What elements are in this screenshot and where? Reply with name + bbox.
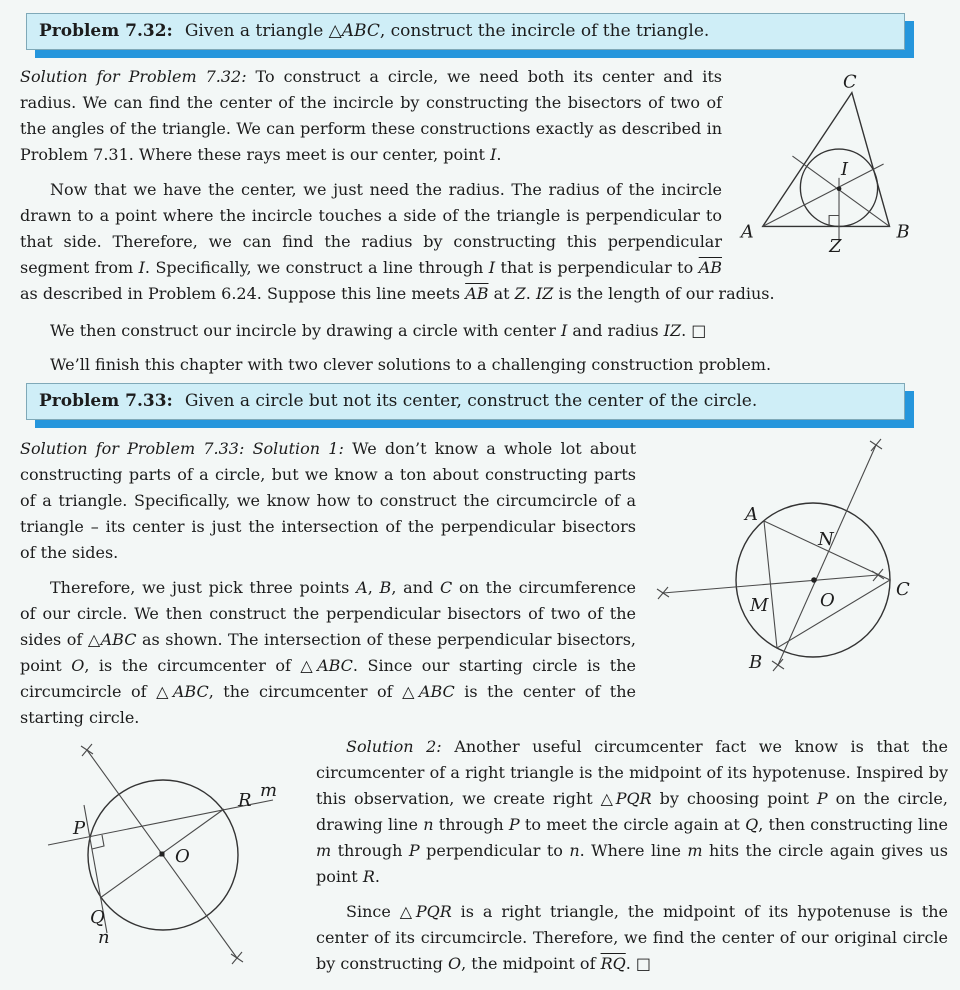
circumcenter-diagram (648, 425, 948, 705)
problem-number: Problem 7.33: (39, 391, 173, 411)
right-angle-mark (92, 835, 104, 849)
label-o: O (820, 590, 835, 611)
solution-2-paragraph-1: Solution 2: Another useful circumcenter fact we know is that the circumcenter of a right triangle is the midpoint of its hypotenuse. Inspired by this observation, we create right △PQR by choosing point P on the circle, drawing line n through P to meet the circle again at Q, then constructing line m through P perpendicular to n. Where line m hits the circle again gives us point R. (316, 737, 949, 886)
label-n: N (818, 529, 834, 550)
label-q: Q (90, 907, 105, 928)
incircle-diagram (732, 55, 948, 267)
label-b: B (749, 652, 763, 673)
label-a: A (745, 504, 758, 525)
label-a: A (740, 221, 754, 243)
construction-x-marks (657, 439, 884, 671)
label-z: Z (829, 236, 842, 258)
center-dot (160, 852, 165, 857)
triangle-abc-outline (763, 93, 890, 227)
label-c: C (842, 71, 857, 93)
problem-box-7-33 (26, 383, 905, 420)
solution-2-section (20, 718, 948, 990)
incenter-dot (837, 186, 842, 191)
solution-7-32-section (20, 64, 948, 316)
solution-7-33-section (20, 436, 948, 740)
label-i: I (840, 158, 849, 180)
label-m: M (750, 595, 769, 616)
perpendicular-bisectors (663, 445, 878, 665)
solution-2-paragraph-2: Since △PQR is a right triangle, the midpoint of its hypotenuse is the center of its circumcircle. Therefore, we find the center of our original circle by constructing O, the midpoint of $\overline{RQ}$. □ (316, 902, 949, 973)
label-p: P (73, 818, 86, 839)
problem-number: Problem 7.32: (39, 21, 173, 41)
label-r: R (238, 790, 252, 811)
problem-statement: Given a circle but not its center, construct the center of the circle. (184, 391, 758, 411)
solution-1-paragraph-1: Solution for Problem 7.33: Solution 1: We don’t know a whole lot about constructing parts of a circle, but we know a ton about constructing parts of a triangle. Specifically, we know how to construct the circumcircle of a triangle – its center is just the intersection of the perpendicular bisectors of the sides. (20, 439, 636, 562)
solution-7-32-paragraph-2: Now that we have the center, we just need the radius. The radius of the incircle drawn to a point where the incircle touches a side of the triangle is perpendicular to that side. Therefore, we can find the radius by constructing this perpendicular segment from I. Specifically, we construct a line through I that is perpendicular to $\overline{AB}$ as described in Problem 6.24. Suppose this line meets $\overline{AB}$ at Z. IZ is the length of our radius. (20, 180, 775, 303)
label-m: m (260, 780, 278, 801)
right-triangle-figure (20, 720, 302, 986)
chapter-transition: We’ll finish this chapter with two clever solutions to a challenging construction problem. (50, 355, 772, 374)
incircle-conclusion: We then construct our incircle by drawing a circle with center I and radius IZ. □ (50, 321, 707, 340)
solution-1-paragraph-2: Therefore, we just pick three points A, B, and C on the circumference of our circle. We then construct the perpendicular bisectors of two of the sides of △ABC as shown. The intersection of these perpendicular bisectors, point O, is the circumcenter of △ABC. Since our starting circle is the circumcircle of △ABC, the circumcenter of △ABC is the center of the starting circle. (20, 578, 637, 727)
label-n: n (98, 927, 110, 948)
right-triangle-diagram (20, 720, 302, 986)
circumcenter-figure (648, 425, 948, 705)
label-o: O (175, 846, 190, 867)
label-b: B (896, 221, 910, 243)
label-c: C (896, 579, 910, 600)
center-dot (811, 577, 817, 583)
problem-box-7-32 (26, 13, 905, 50)
incircle-figure (732, 55, 948, 267)
solution-7-32-paragraph-1: Solution for Problem 7.32: To construct a circle, we need both its center and its radius. We can find the center of the incircle by constructing the bisectors of two of the angles of the triangle. We can perform these constructions exactly as described in Problem 7.31. Where these rays meet is our center, point I. (20, 67, 722, 164)
problem-statement: Given a triangle △ABC, construct the incircle of the triangle. (184, 21, 710, 41)
